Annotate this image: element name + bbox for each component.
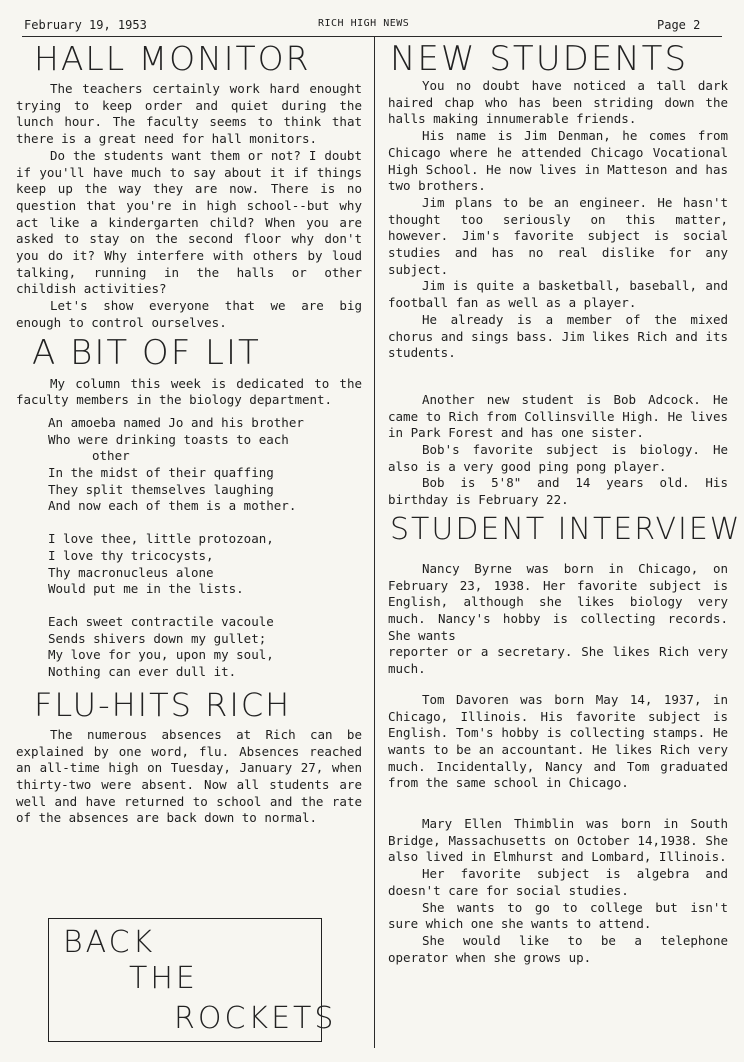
bob-paragraph-3: Bob is 5'8" and 14 years old. His birthday is February 22. [388,475,728,508]
poem-line: Each sweet contractile vacoule [48,613,274,629]
rockets-word-the: THE [129,961,198,996]
bit-of-lit-heading: A BIT OF LIT [32,332,261,373]
flu-paragraph: The numerous absences at Rich can be explained by one word, flu. Absences reached an all-time high on Tuesday, January 27, when thirty-two were absent. Now all students are well and have returned to school and the rate of the absences are back down to normal. [16,726,362,826]
hall-monitor-paragraph-1: The teachers certainly work hard enought trying to keep order and quiet during the lunch hour. The faculty seems to think that there is a great need for hall monitors. [16,81,362,147]
nancy-paragraph: Nancy Byrne was born in Chicago, on February 23, 1938. Her favorite subject is English, although she likes biology very much. Nancy's hobby is collecting records. She wants [388,560,728,643]
back-the-rockets-box [48,918,337,1042]
poem-line: And now each of them is a mother. [48,498,297,514]
poem-line: An amoeba named Jo and his brother [48,414,304,430]
hall-monitor-paragraph-3: Let's show everyone that we are big enough to control ourselves. [16,298,362,330]
poem-line: Thy macronucleus alone [48,564,214,580]
right-column [388,39,742,966]
poem-line: In the midst of their quaffing [48,465,274,481]
header-rule [22,36,722,37]
issue-date: February 19, 1953 [24,18,147,32]
poem-stanza-1 [16,415,362,515]
page-number: Page 2 [657,18,701,32]
lit-intro: My column this week is dedicated to the faculty members in the biology department. [16,375,362,408]
poem-line: Sends shivers down my gullet; [48,630,267,646]
poem-stanza-3 [16,614,362,681]
tom-paragraph: Tom Davoren was born May 14, 1937, in Chicago, Illinois. His favorite subject is English. Tom's hobby is collecting stamps. He wants to be an accountant. He likes Rich very much. Incidentally, Nancy and Tom graduated from the same school in Chicago. [388,691,728,791]
column-divider [374,36,375,1048]
poem-line: I love thy tricocysts, [48,547,214,563]
bob-paragraph-2: Bob's favorite subject is biology. He also is a very good ping pong player. [388,442,728,474]
poem-line: Nothing can ever dull it. [48,664,237,680]
mary-paragraph-4: She would like to be a telephone operator when she grows up. [388,932,728,965]
poem-line: other [92,448,130,464]
flu-heading: FLU-HITS RICH [34,685,292,724]
newspaper-title: RICH HIGH NEWS [318,18,410,29]
poem-line: My love for you, upon my soul, [48,647,274,663]
poem-line: I love thee, little protozoan, [48,531,274,547]
rockets-word-back: BACK [63,925,156,960]
new-students-paragraph-5: He already is a member of the mixed chorus and sings bass. Jim likes Rich and its students. [388,311,728,361]
poem-line: Who were drinking toasts to each [48,431,289,447]
poem-line: Would put me in the lists. [48,581,244,597]
hall-monitor-heading: HALL MONITOR [34,39,311,78]
new-students-heading: NEW STUDENTS [390,39,689,79]
new-students-paragraph-2: His name is Jim Denman, he comes from Chicago where he attended Chicago Vocational High School. He now lives in Matteson and has two brothers. [388,128,728,194]
new-students-paragraph-4: Jim is quite a basketball, baseball, and football fan as well as a player. [388,278,728,311]
new-students-paragraph-3: Jim plans to be an engineer. He hasn't thought too seriously on this matter, however. Jim's favorite subject is social studies and has no real dislike for any subject. [388,194,728,277]
poem-line: They split themselves laughing [48,481,274,497]
mary-paragraph-1: Mary Ellen Thimblin was born in South Bridge, Massachusetts on October 14,1938. She also lived in Elmhurst and Lombard, Illinois. [388,816,728,865]
poem-stanza-2 [16,531,362,598]
bob-paragraph-1: Another new student is Bob Adcock. He came to Rich from Collinsville High. He lives in Park Forest and has one sister. [388,391,728,441]
left-column [16,39,362,827]
new-students-paragraph-1: You no doubt have noticed a tall dark haired chap who has been striding down the halls making innumerable friends. [388,78,728,127]
rockets-word-rockets: ROCKETS [174,1001,337,1036]
student-interview-heading: STUDENT INTERVIEW [390,511,742,547]
mary-paragraph-2: Her favorite subject is algebra and doesn't care for social studies. [388,866,728,898]
hall-monitor-paragraph-2: Do the students want them or not? I doubt if you'll have much to say about it if things keep up the way they are now. There is no question that you're in high school--but why act like a kindergarten child? When you are asked to stay on the second floor why don't you do it? Why interfere with others by loud talking, running in the halls or other childish activities? [16,147,362,297]
nancy-paragraph-continued: reporter or a secretary. She likes Rich very much. [388,644,728,677]
mary-paragraph-3: She wants to go to college but isn't sure which one she wants to attend. [388,899,728,932]
